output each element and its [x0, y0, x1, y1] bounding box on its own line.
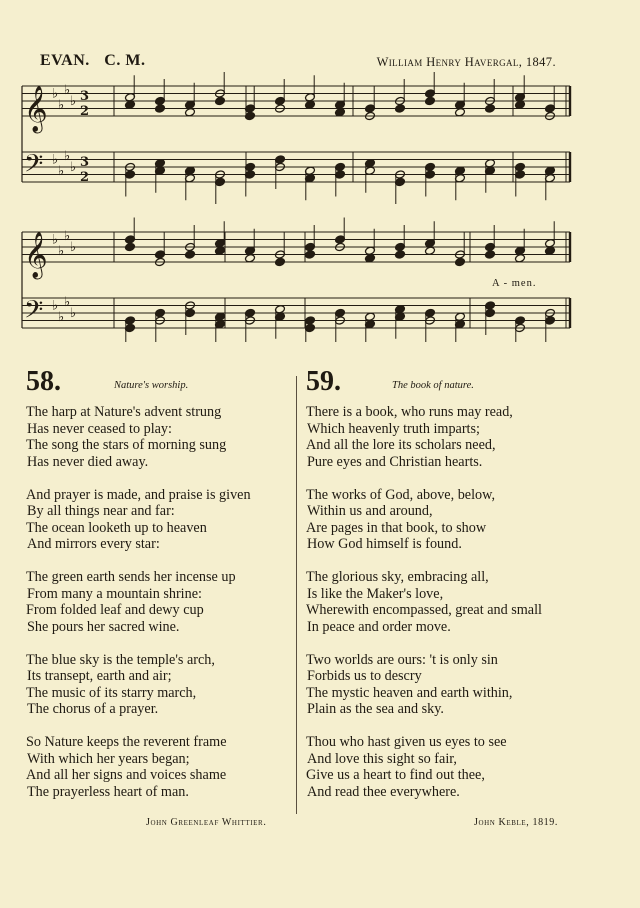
notehead — [365, 254, 376, 263]
flat-icon: ♭ — [64, 294, 71, 310]
notehead — [515, 100, 526, 109]
verse-line: How God himself is found. — [307, 536, 462, 552]
notehead — [425, 246, 436, 255]
flat-icon: ♭ — [52, 152, 59, 168]
tune-heading — [40, 52, 145, 70]
notehead — [545, 246, 556, 255]
hymn-stanzas — [306, 404, 566, 800]
verse-line: Are pages in that book, to show — [306, 519, 487, 536]
verse-line: Its transept, earth and air; — [27, 668, 172, 684]
stanza — [306, 734, 566, 800]
flat-icon: ♭ — [70, 240, 77, 255]
amen-label: A - men. — [492, 278, 537, 289]
stanza — [26, 404, 288, 470]
notehead — [515, 254, 526, 263]
hymn-number: 58. — [26, 366, 61, 397]
verse-line: Has never ceased to play: — [27, 420, 172, 437]
bass-clef-icon: 𝄢 — [24, 149, 44, 185]
flat-icon: ♭ — [58, 97, 65, 113]
verse-line: From folded leaf and dewy cup — [26, 602, 204, 618]
flat-icon: ♭ — [58, 243, 65, 259]
stanza — [26, 652, 288, 718]
verse-line: The prayerless heart of man. — [27, 783, 189, 800]
flat-icon: ♭ — [70, 94, 77, 109]
verse-line: Which heavenly truth imparts; — [307, 420, 480, 437]
flat-icon: ♭ — [58, 163, 65, 179]
verse-line: From many a mountain shrine: — [27, 585, 202, 602]
music-score — [18, 72, 578, 342]
verse-line: Pure eyes and Christian hearts. — [307, 453, 483, 470]
verse-line: And prayer is made, and praise is given — [26, 486, 251, 503]
column-divider — [296, 376, 297, 814]
notehead — [215, 246, 226, 255]
notehead — [485, 104, 496, 113]
stanza — [306, 487, 566, 553]
hymn-author: John Keble, 1819. — [474, 816, 558, 828]
bass-clef-icon: 𝄢 — [24, 295, 44, 331]
stanza — [26, 487, 288, 553]
verse-line: With which her years began; — [27, 750, 190, 767]
flat-icon: ♭ — [64, 82, 71, 98]
verse-line: The works of God, above, below, — [306, 486, 495, 503]
notehead — [305, 250, 316, 259]
stanza — [26, 734, 288, 800]
notehead — [395, 104, 406, 113]
verse-line: Has never died away. — [27, 453, 149, 470]
verse-line: Plain as the sea and sky. — [307, 701, 444, 717]
verse-line: And mirrors every star: — [27, 536, 160, 552]
verse-line: And all her signs and voices shame — [26, 767, 227, 783]
flat-icon: ♭ — [64, 148, 71, 164]
flat-icon: ♭ — [52, 86, 59, 102]
hymn-number: 59. — [306, 366, 341, 397]
tune-name: EVAN. — [40, 52, 90, 69]
notehead — [425, 96, 436, 105]
verse-line: The music of its starry march, — [26, 684, 197, 701]
notehead — [335, 108, 346, 117]
verse-line: Within us and around, — [307, 503, 433, 519]
notehead — [305, 100, 316, 109]
time-signature: 2 — [80, 104, 90, 119]
hymn-58 — [26, 366, 288, 828]
stanza — [306, 404, 566, 470]
notehead — [245, 254, 256, 263]
time-signature: 3 — [80, 155, 90, 170]
flat-icon: ♭ — [52, 298, 59, 314]
verse-line: And all the lore its scholars need, — [306, 437, 496, 453]
verse-line: The mystic heaven and earth within, — [306, 684, 513, 701]
tune-composer: William Henry Havergal, 1847. — [376, 55, 556, 69]
notehead — [485, 250, 496, 259]
treble-clef-icon: 𝄞 — [24, 232, 48, 278]
verse-line: The glorious sky, embracing all, — [306, 569, 489, 585]
verse-line: The green earth sends her incense up — [26, 569, 236, 585]
stanza — [26, 569, 288, 635]
flat-icon: ♭ — [52, 232, 59, 248]
verse-line: The song the stars of morning sung — [26, 437, 227, 453]
verse-line: She pours her sacred wine. — [27, 618, 180, 635]
notehead — [185, 250, 196, 259]
verse-line: The chorus of a prayer. — [27, 701, 159, 717]
verse-line: The blue sky is the temple's arch, — [26, 651, 215, 668]
notehead — [395, 250, 406, 259]
stanza — [306, 652, 566, 718]
verse-line: Wherewith encompassed, great and small — [306, 602, 542, 618]
verse-line: Is like the Maker's love, — [307, 585, 444, 602]
verse-line: The ocean looketh up to heaven — [26, 519, 207, 536]
verse-line: Give us a heart to find out thee, — [306, 767, 485, 783]
notehead — [455, 108, 466, 117]
notehead — [155, 104, 166, 113]
verse-line: Two worlds are ours: 't is only sin — [306, 651, 498, 668]
stanza — [306, 569, 566, 635]
verse-line: Thou who hast given us eyes to see — [306, 734, 507, 750]
notehead — [215, 96, 226, 105]
hymn-title: The book of nature. — [392, 380, 474, 391]
time-signature: 3 — [80, 89, 90, 104]
verse-line: So Nature keeps the reverent frame — [26, 734, 227, 750]
notehead — [185, 108, 196, 117]
time-signature: 2 — [80, 170, 90, 185]
verse-line: There is a book, who runs may read, — [306, 404, 513, 420]
flat-icon: ♭ — [70, 160, 77, 175]
verse-line: In peace and order move. — [307, 618, 451, 635]
hymn-title: Nature's worship. — [114, 380, 189, 391]
treble-clef-icon: 𝄞 — [24, 86, 48, 132]
verse-line: Forbids us to descry — [307, 668, 422, 684]
flat-icon: ♭ — [58, 309, 65, 325]
verse-line: And love this sight so fair, — [307, 750, 457, 767]
verse-line: By all things near and far: — [27, 503, 175, 519]
notehead — [125, 242, 136, 251]
notehead — [455, 257, 466, 266]
verse-line: And read thee everywhere. — [307, 783, 460, 800]
hymn-59 — [306, 366, 566, 828]
hymn-stanzas — [26, 404, 288, 800]
flat-icon: ♭ — [64, 228, 71, 244]
tune-meter: C. M. — [104, 52, 146, 69]
verse-line: The harp at Nature's advent strung — [26, 404, 222, 420]
hymn-author: John Greenleaf Whittier. — [146, 816, 267, 828]
notehead — [125, 100, 136, 109]
notehead — [275, 257, 286, 266]
flat-icon: ♭ — [70, 306, 77, 321]
